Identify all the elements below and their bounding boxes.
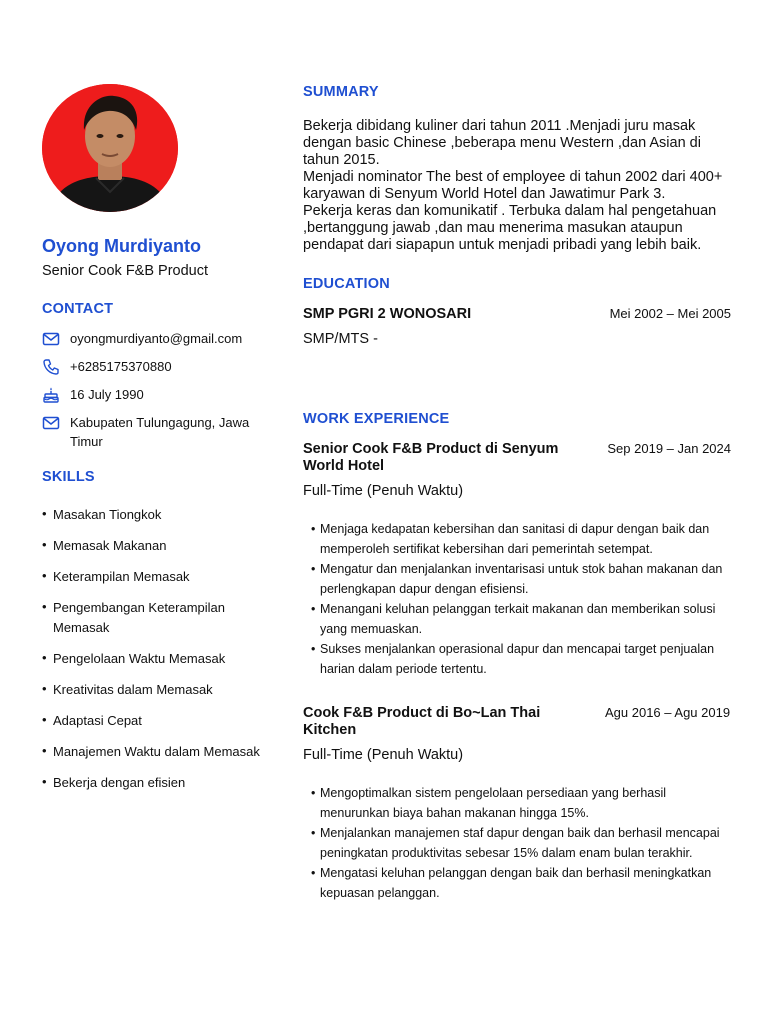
- left-column: [42, 84, 272, 804]
- skill-item: • Kreativitas dalam Memasak: [42, 680, 272, 700]
- work-position: Cook F&B Product di Bo~Lan Thai Kitchen: [303, 705, 541, 738]
- work-bullet: • Sukses menjalankan operasional dapur dan mencapai target penjualan harian dalam periode tertentu.: [311, 639, 731, 679]
- skill-item: • Manajemen Waktu dalam Memasak: [42, 742, 272, 762]
- summary-paragraph: Menjadi nominator The best of employee di tahun 2002 dari 400+ karyawan di Senyum World Hotel dan Jawatimur Park 3.: [303, 169, 723, 202]
- work-experience-heading: WORK EXPERIENCE: [303, 411, 450, 427]
- work-entry-header: [303, 441, 731, 475]
- work-entry: [303, 705, 731, 903]
- contact-address-text: Kabupaten Tulungagung, Jawa Timur: [70, 415, 250, 449]
- skill-item: • Adaptasi Cepat: [42, 711, 272, 731]
- work-bullet: • Menjalankan manajemen staf dapur dengan baik dan berhasil mencapai peningkatan produktivitas sebesar 15% dalam enam bulan terakhir.: [311, 823, 731, 863]
- work-bullets: [303, 783, 731, 903]
- skill-item: • Memasak Makanan: [42, 536, 272, 556]
- contact-list: [42, 329, 272, 451]
- education-school: SMP PGRI 2 WONOSARI: [303, 306, 472, 322]
- profile-photo: [42, 84, 178, 212]
- work-bullets: [303, 519, 731, 679]
- mail-icon: [42, 414, 60, 432]
- education-date: Mei 2002 – Mei 2005: [609, 306, 731, 321]
- contact-heading: CONTACT: [42, 301, 114, 317]
- summary-paragraph: Pekerja keras dan komunikatif . Terbuka dalam hal pengetahuan ,bertanggung jawab ,dan mau menerima masukan ataupun pendapat dari siapapun untuk menjadi pribadi yang lebih baik.: [303, 203, 717, 253]
- work-bullet: • Menangani keluhan pelanggan terkait makanan dan memberikan solusi yang memuaskan.: [311, 599, 731, 639]
- work-entry-header: [303, 705, 731, 739]
- work-bullet: • Mengatur dan menjalankan inventarisasi untuk stok bahan makanan dan perlengkapan dapur dengan efisiensi.: [311, 559, 731, 599]
- education-entry-header: [303, 306, 731, 323]
- summary-paragraph: Bekerja dibidang kuliner dari tahun 2011 .Menjadi juru masak dengan basic Chinese ,beberapa menu Western ,dan Asian di tahun 2015.: [303, 118, 701, 168]
- work-entry: [303, 441, 731, 679]
- skill-item: • Pengelolaan Waktu Memasak: [42, 649, 272, 669]
- skills-list: [42, 505, 272, 793]
- contact-phone: [42, 357, 272, 376]
- summary-text: [303, 118, 731, 254]
- contact-email: [42, 329, 272, 348]
- skill-item: • Keterampilan Memasak: [42, 567, 272, 587]
- contact-birthday: [42, 385, 272, 404]
- person-role: Senior Cook F&B Product: [42, 263, 209, 279]
- education-entry: [303, 306, 731, 347]
- skills-heading: SKILLS: [42, 469, 95, 485]
- contact-address: [42, 413, 272, 451]
- work-type: Full-Time (Penuh Waktu): [303, 747, 464, 763]
- work-bullet: • Mengatasi keluhan pelanggan dengan baik dan berhasil meningkatkan kepuasan pelanggan.: [311, 863, 731, 903]
- contact-birthday-text: 16 July 1990: [70, 387, 144, 402]
- mail-icon: [42, 330, 60, 348]
- work-date: Sep 2019 – Jan 2024: [607, 441, 731, 456]
- summary-heading: SUMMARY: [303, 84, 379, 100]
- contact-email-text: oyongmurdiyanto@gmail.com: [70, 331, 243, 346]
- birthday-cake-icon: [42, 386, 60, 404]
- education-heading: EDUCATION: [303, 276, 390, 292]
- work-date: Agu 2016 – Agu 2019: [605, 705, 731, 720]
- skill-item: • Bekerja dengan efisien: [42, 773, 272, 793]
- education-level: SMP/MTS -: [303, 331, 378, 347]
- work-bullet: • Menjaga kedapatan kebersihan dan sanitasi di dapur dengan baik dan memperoleh sertifikat kebersihan dari pemerintah setempat.: [311, 519, 731, 559]
- work-type: Full-Time (Penuh Waktu): [303, 483, 464, 499]
- person-avatar-icon: [42, 84, 178, 212]
- person-name: Oyong Murdiyanto: [42, 236, 201, 256]
- skill-item: • Masakan Tiongkok: [42, 505, 272, 525]
- work-position: Senior Cook F&B Product di Senyum World Hotel: [303, 441, 559, 474]
- skill-item: • Pengembangan Keterampilan Memasak: [42, 598, 272, 638]
- contact-phone-text: +6285175370880: [70, 359, 172, 374]
- work-bullet: • Mengoptimalkan sistem pengelolaan persediaan yang berhasil menurunkan biaya bahan makanan hingga 15%.: [311, 783, 731, 823]
- right-column: [303, 84, 731, 903]
- phone-icon: [42, 358, 60, 376]
